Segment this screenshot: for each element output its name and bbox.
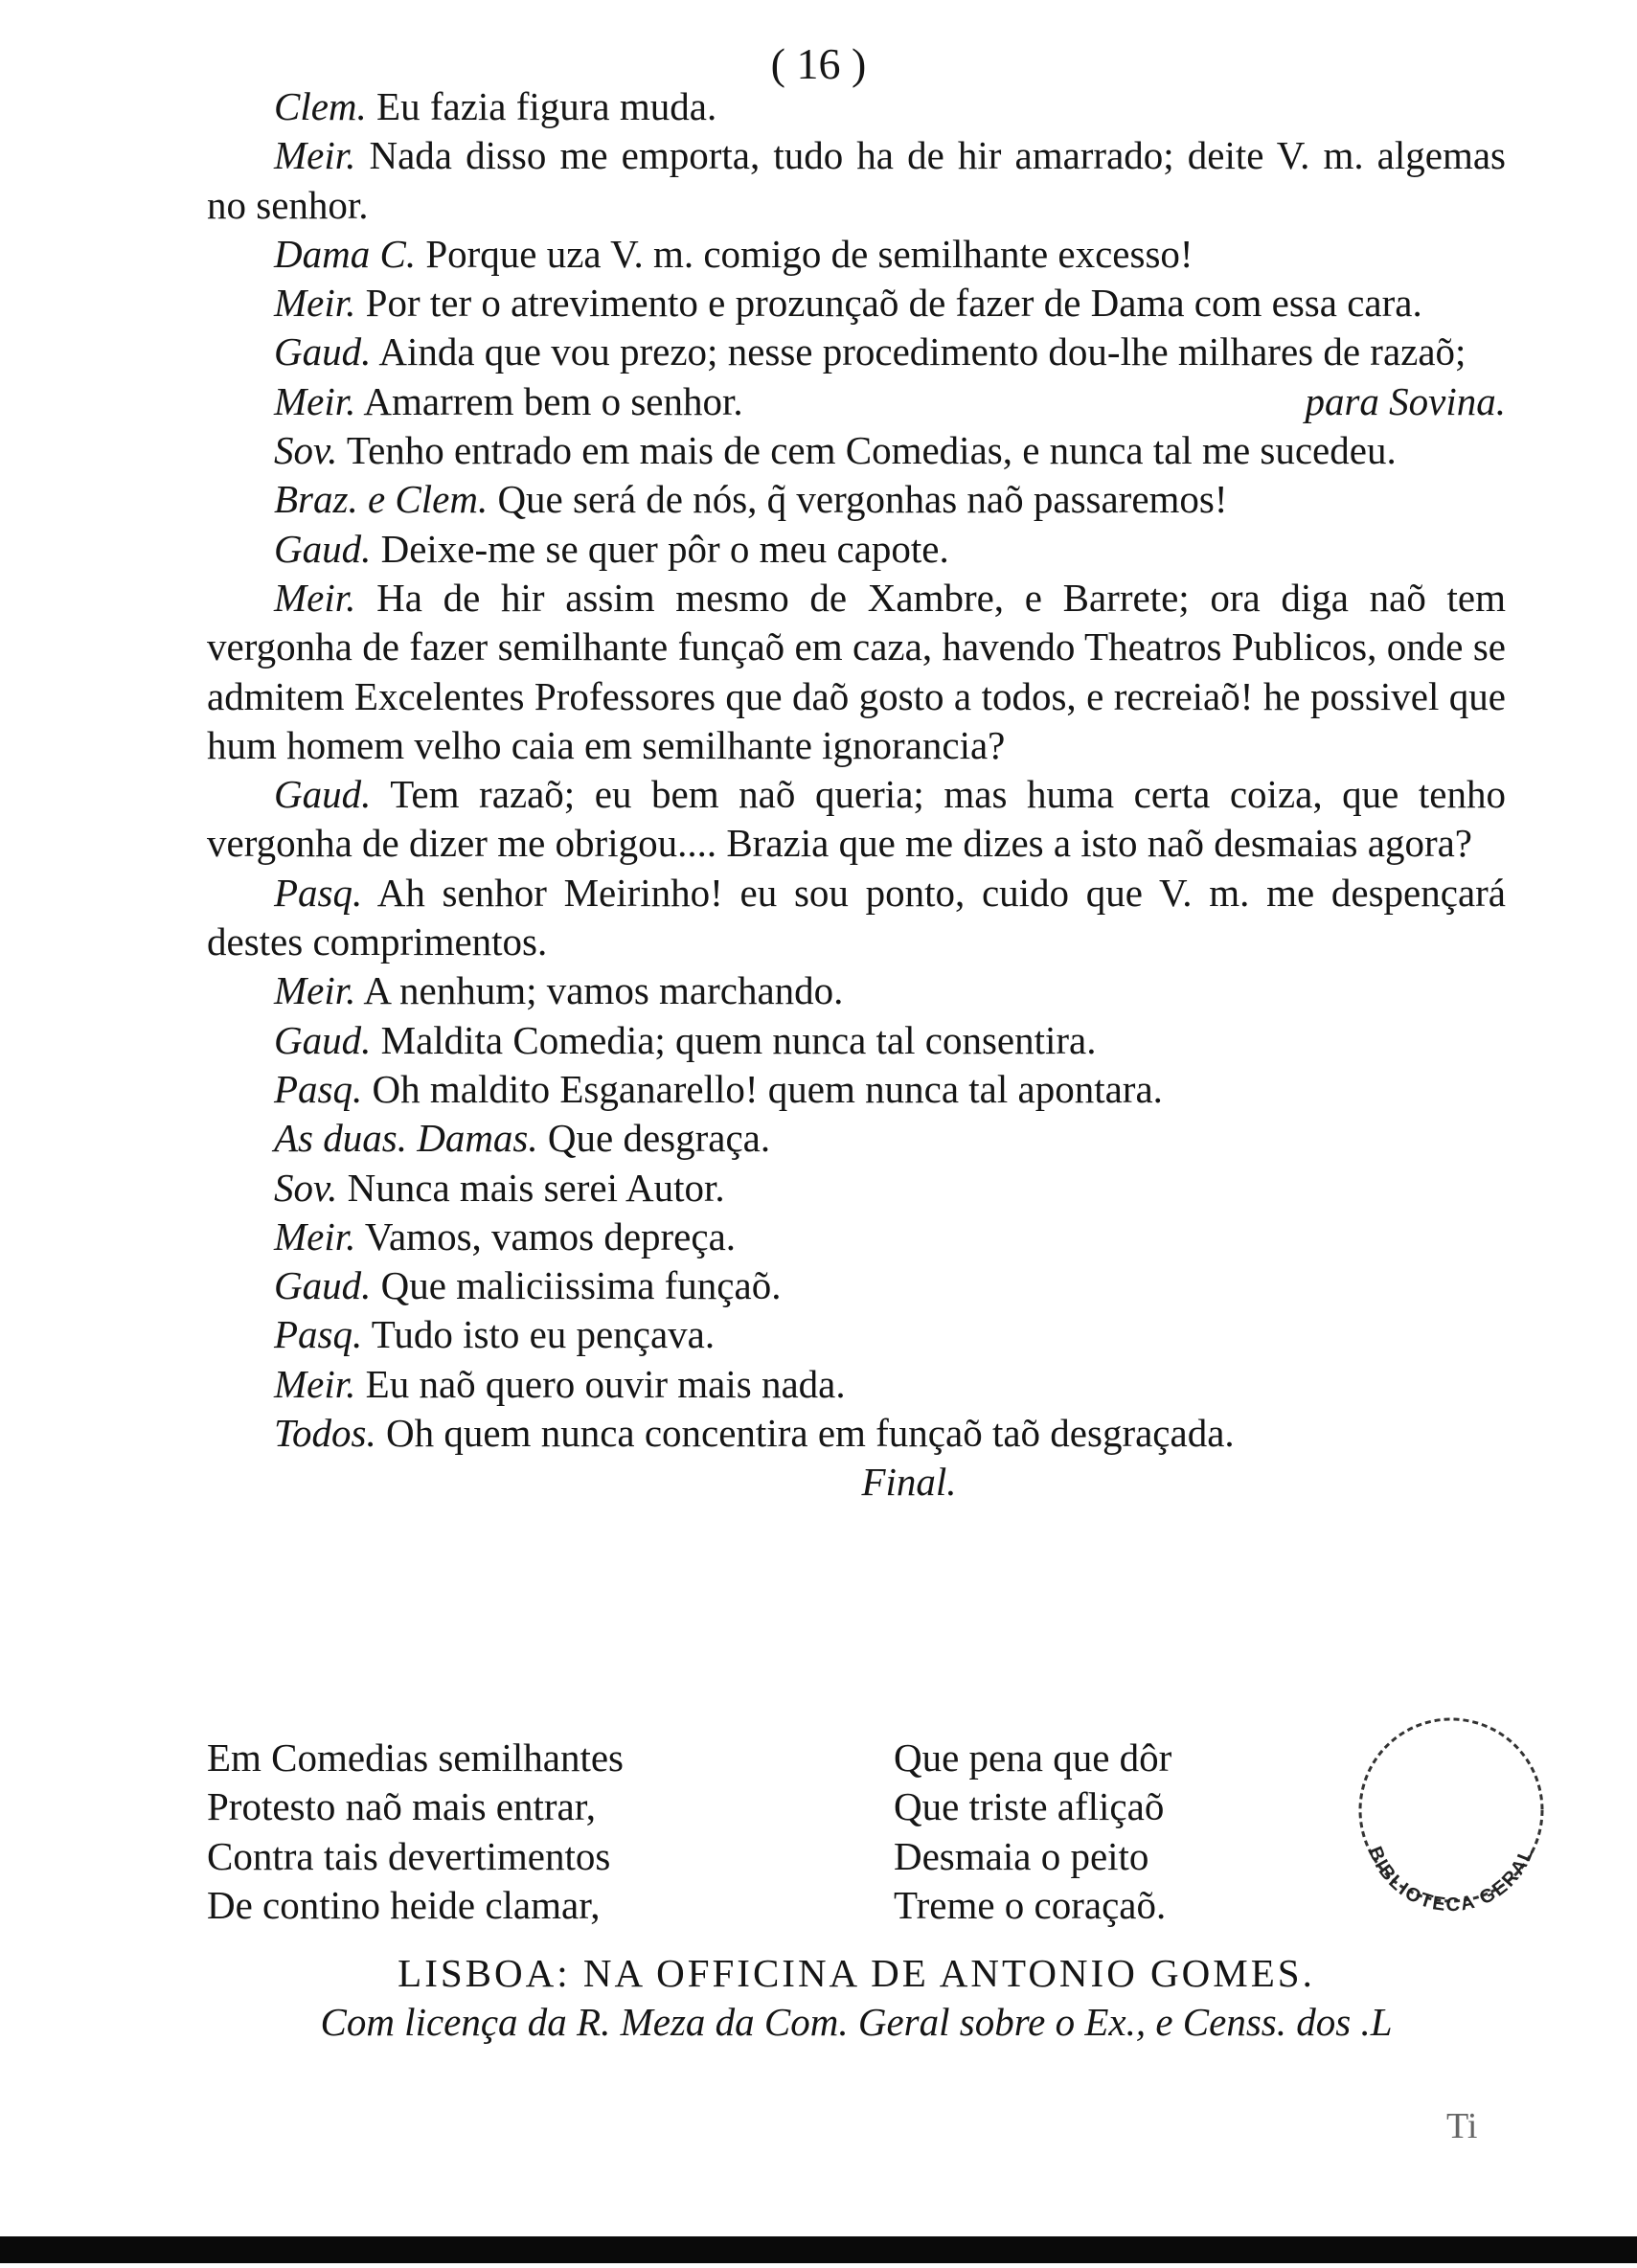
song-verse-left: Protesto naõ mais entrar, <box>207 1784 596 1829</box>
speaker-name: Meir. <box>274 1361 356 1406</box>
speech <box>207 1016 1506 1065</box>
speaker-name: Meir. <box>274 1213 356 1259</box>
speech <box>207 426 1506 475</box>
imprint-publisher: LISBOA: NA OFFICINA DE ANTONIO GOMES. <box>398 1951 1315 1995</box>
speech <box>207 279 1506 328</box>
speech-text: Maldita Comedia; quem nunca tal consentira. <box>380 1017 1097 1062</box>
speaker-name: Sov. <box>274 1165 338 1210</box>
speech-text: Por ter o atrevimento e prozunçaõ de fazer de Dama com essa cara. <box>365 281 1422 326</box>
final-song <box>207 1734 1395 1930</box>
song-row <box>207 1734 1395 1782</box>
speaker-name: Meir. <box>274 378 356 423</box>
speaker-name: Pasq. <box>274 1312 363 1357</box>
speaker-name: Pasq. <box>274 870 363 915</box>
speech-text: Amarrem bem o senhor. <box>363 378 743 423</box>
speech <box>207 1310 1506 1359</box>
speech <box>207 966 1506 1015</box>
song-verse-left: Contra tais devertimentos <box>207 1833 611 1878</box>
song-row <box>207 1832 1395 1881</box>
speech-text: Ah senhor Meirinho! eu sou ponto, cuido que V. m. me despençará destes comprimentos. <box>207 870 1506 964</box>
speaker-name: Gaud. <box>274 1017 372 1062</box>
speech-text: Que maliciissima funçaõ. <box>380 1263 782 1308</box>
speaker-name: Meir. <box>274 281 356 326</box>
imprint-license: Com licença da R. Meza da Com. Geral sobre o Ex., e Censs. dos .L <box>320 2000 1393 2045</box>
song-verse-left: Em Comedias semilhantes <box>207 1735 624 1780</box>
speech <box>207 82 1506 131</box>
speech-text: Tem razaõ; eu bem naõ queria; mas huma certa coiza, que tenho vergonha de dizer me obrigou.... Brazia que me dizes a isto naõ desmaias agora? <box>207 772 1507 866</box>
speech-text: Eu fazia figura muda. <box>376 84 717 128</box>
speech-text: Deixe-me se quer pôr o meu capote. <box>380 526 949 571</box>
speech <box>207 770 1506 869</box>
song-verse-right: Que triste afliçaõ <box>894 1784 1165 1829</box>
speaker-name: Meir. <box>274 575 356 620</box>
speech-text: Ainda que vou prezo; nesse procedimento dou-lhe milhares de razaõ; <box>378 329 1466 374</box>
speech-text: Nada disso me emporta, tudo ha de hir amarrado; deite V. m. algemas no senhor. <box>207 133 1506 227</box>
song-row <box>207 1782 1395 1831</box>
speech <box>207 525 1506 574</box>
speech-text: Eu naõ quero ouvir mais nada. <box>365 1361 846 1406</box>
stage-direction: para Sovina. <box>1305 378 1506 423</box>
speech-text: Que será de nós, q̃ vergonhas naõ passaremos! <box>497 477 1228 522</box>
speech-text: Ha de hir assim mesmo de Xambre, e Barrete; ora diga naõ tem vergonha de fazer semilhante funçaõ em caza, havendo Theatros Publicos, onde se admitem Excelentes Professores que daõ gosto a todos, e recreiaõ! he possivel que hum homem velho caia em semilhante ignorancia? <box>207 575 1507 767</box>
speech-text: Que desgraça. <box>547 1116 771 1161</box>
song-verse-right: Que pena que dôr <box>894 1735 1172 1780</box>
marginal-mark: Ti <box>1446 2106 1478 2146</box>
song-row <box>207 1881 1395 1930</box>
speaker-name: Clem. <box>274 84 367 128</box>
speech <box>207 1114 1506 1163</box>
speech <box>207 1164 1506 1213</box>
speaker-name: Meir. <box>274 133 356 178</box>
final-heading: Final. <box>861 1460 957 1505</box>
svg-text:BIBLIOTECA GERAL: BIBLIOTECA GERAL <box>1363 1843 1539 1916</box>
speech <box>207 475 1506 524</box>
speech-text: Tenho entrado em mais de cem Comedias, e nunca tal me sucedeu. <box>346 428 1397 473</box>
speech <box>207 1360 1506 1409</box>
speaker-name: Gaud. <box>274 526 372 571</box>
song-verse-right: Treme o coraçaõ. <box>894 1882 1167 1927</box>
speaker-name: Todos. <box>274 1411 376 1456</box>
speaker-name: Gaud. <box>274 1263 372 1308</box>
speech-text: Oh quem nunca concentira em funçaõ taõ desgraçada. <box>386 1411 1235 1456</box>
speech <box>207 328 1506 376</box>
speech <box>207 1261 1506 1310</box>
speech <box>207 1409 1506 1458</box>
speech <box>207 869 1506 967</box>
speech-text: Vamos, vamos depreça. <box>364 1213 737 1259</box>
page-number: ( 16 ) <box>770 39 867 88</box>
scan-edge-bar <box>0 2236 1637 2263</box>
speech-text: Tudo isto eu pençava. <box>371 1312 716 1357</box>
library-stamp <box>1331 1690 1571 1930</box>
imprint <box>207 1949 1506 2048</box>
song-verse-left: De contino heide clamar, <box>207 1882 601 1927</box>
speech <box>207 1213 1506 1261</box>
speech <box>207 377 1506 426</box>
speaker-name: Gaud. <box>274 772 372 817</box>
speech <box>207 574 1506 770</box>
song-verse-right: Desmaia o peito <box>894 1833 1149 1878</box>
speaker-name: As duas. Damas. <box>274 1116 538 1161</box>
speaker-name: Gaud. <box>274 329 372 374</box>
speech-text: A nenhum; vamos marchando. <box>363 968 844 1013</box>
speaker-name: Braz. e Clem. <box>274 477 489 522</box>
speech <box>207 131 1506 230</box>
speech-text: Porque uza V. m. comigo de semilhante excesso! <box>425 231 1194 276</box>
speaker-name: Pasq. <box>274 1066 363 1111</box>
speaker-name: Sov. <box>274 428 338 473</box>
speaker-name: Meir. <box>274 968 356 1013</box>
speech <box>207 1065 1506 1114</box>
speaker-name: Dama C. <box>274 231 417 276</box>
play-text <box>207 82 1506 1508</box>
speech-text: Oh maldito Esganarello! quem nunca tal apontara. <box>372 1066 1163 1111</box>
speech <box>207 230 1506 279</box>
speech-text: Nunca mais serei Autor. <box>347 1165 725 1210</box>
